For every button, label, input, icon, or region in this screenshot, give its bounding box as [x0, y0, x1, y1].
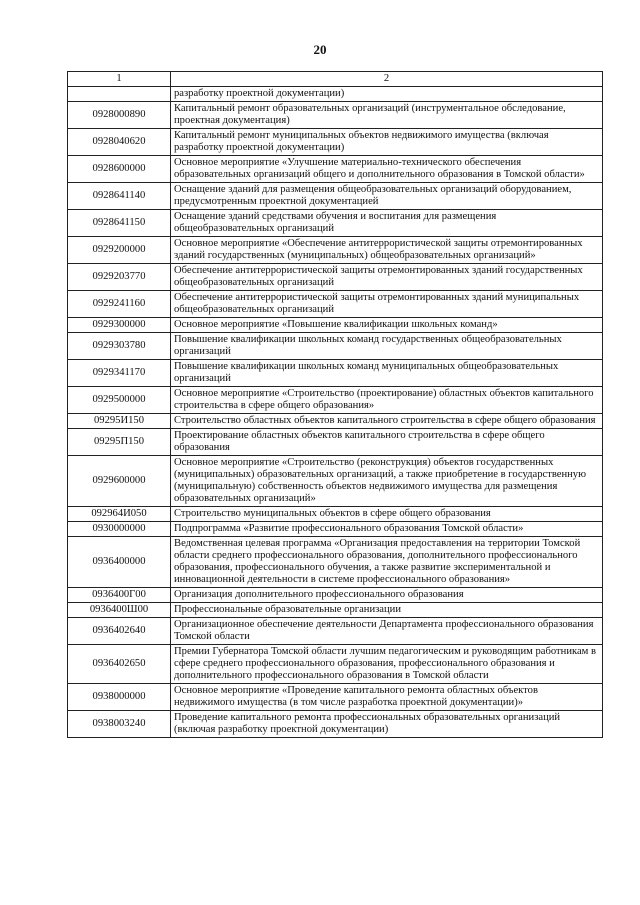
- row-code: 0938003240: [68, 711, 171, 738]
- table-row: [68, 645, 603, 684]
- row-code: 0929203770: [68, 264, 171, 291]
- table-row: [68, 429, 603, 456]
- table-row: [68, 603, 603, 618]
- column-header-2: 2: [171, 72, 603, 87]
- table-row: [68, 618, 603, 645]
- row-code: 0936400000: [68, 537, 171, 588]
- row-description: Подпрограмма «Развитие профессионального образования Томской области»: [171, 522, 603, 537]
- table-header-row: [68, 72, 603, 87]
- row-code: 0928641150: [68, 210, 171, 237]
- row-code: 0938000000: [68, 684, 171, 711]
- row-code: 0930000000: [68, 522, 171, 537]
- table-row: [68, 210, 603, 237]
- row-description: Повышение квалификации школьных команд муниципальных общеобразовательных организаций: [171, 360, 603, 387]
- table-row: [68, 711, 603, 738]
- row-description: Организация дополнительного профессионального образования: [171, 588, 603, 603]
- budget-classification-table: [67, 71, 603, 738]
- table-row: [68, 522, 603, 537]
- row-code: 0929303780: [68, 333, 171, 360]
- row-code: 0928600000: [68, 156, 171, 183]
- row-code: 0929300000: [68, 318, 171, 333]
- row-description: Основное мероприятие «Улучшение материально-технического обеспечения образовательных организаций общего и дополнительного образования в Томской области»: [171, 156, 603, 183]
- row-description: Основное мероприятие «Строительство (проектирование) областных объектов капитального строительства в сфере общего образования»: [171, 387, 603, 414]
- page-number: 20: [313, 42, 327, 57]
- row-description: Строительство областных объектов капитального строительства в сфере общего образования: [171, 414, 603, 429]
- row-description: разработку проектной документации): [171, 87, 603, 102]
- row-description: Профессиональные образовательные организации: [171, 603, 603, 618]
- table-body: [68, 87, 603, 738]
- table-row: [68, 684, 603, 711]
- row-description: Оснащение зданий для размещения общеобразовательных организаций оборудованием, предусмотренным проектной документацией: [171, 183, 603, 210]
- row-description: Основное мероприятие «Повышение квалификации школьных команд»: [171, 318, 603, 333]
- row-description: Проведение капитального ремонта профессиональных образовательных организаций (включая разработку проектной документации): [171, 711, 603, 738]
- row-code: 0929500000: [68, 387, 171, 414]
- row-code: 0929200000: [68, 237, 171, 264]
- table-row: [68, 264, 603, 291]
- table-row: [68, 156, 603, 183]
- row-description: Строительство муниципальных объектов в сфере общего образования: [171, 507, 603, 522]
- row-description: Обеспечение антитеррористической защиты отремонтированных зданий государственных общеобразовательных организаций: [171, 264, 603, 291]
- row-description: Повышение квалификации школьных команд государственных общеобразовательных организаций: [171, 333, 603, 360]
- row-code: 09295П150: [68, 429, 171, 456]
- row-description: Проектирование областных объектов капитального строительства в сфере общего образования: [171, 429, 603, 456]
- table-row: [68, 291, 603, 318]
- table-row: [68, 318, 603, 333]
- row-code: 092964И050: [68, 507, 171, 522]
- table-row: [68, 414, 603, 429]
- row-description: Капитальный ремонт муниципальных объектов недвижимого имущества (включая разработку проектной документации): [171, 129, 603, 156]
- table-row: [68, 456, 603, 507]
- table-row: [68, 333, 603, 360]
- row-code: [68, 87, 171, 102]
- row-description: Обеспечение антитеррористической защиты отремонтированных зданий муниципальных общеобразовательных организаций: [171, 291, 603, 318]
- table-row: [68, 237, 603, 264]
- row-code: 09295И150: [68, 414, 171, 429]
- row-description: Оснащение зданий средствами обучения и воспитания для размещения общеобразовательных организаций: [171, 210, 603, 237]
- row-code: 0929241160: [68, 291, 171, 318]
- row-code: 0928000890: [68, 102, 171, 129]
- table-row: [68, 387, 603, 414]
- row-code: 0936400Г00: [68, 588, 171, 603]
- row-code: 0936402650: [68, 645, 171, 684]
- column-header-1: 1: [68, 72, 171, 87]
- row-description: Премии Губернатора Томской области лучшим педагогическим и руководящим работникам в сфере среднего профессионального образования, профессионального образования и дополнительного профессионального образования в Томской области: [171, 645, 603, 684]
- row-code: 0936402640: [68, 618, 171, 645]
- row-description: Основное мероприятие «Строительство (реконструкция) объектов государственных (муниципальных) образовательных организаций, а также приобретение в государственную (муниципальную) собственность объектов недвижимого имущества для размещения образовательных организаций»: [171, 456, 603, 507]
- row-description: Основное мероприятие «Проведение капитального ремонта областных объектов недвижимого имущества (в том числе разработка проектной документации)»: [171, 684, 603, 711]
- table-row: [68, 129, 603, 156]
- row-code: 0928641140: [68, 183, 171, 210]
- table-row: [68, 102, 603, 129]
- table-row: [68, 183, 603, 210]
- row-code: 0929600000: [68, 456, 171, 507]
- row-description: Организационное обеспечение деятельности Департамента профессионального образования Томской области: [171, 618, 603, 645]
- row-code: 0936400Ш00: [68, 603, 171, 618]
- row-description: Ведомственная целевая программа «Организация предоставления на территории Томской области среднего профессионального образования, дополнительного профессионального образования, профессионального обучения, а также развитие экспериментальной и инновационной деятельности в системе профессионального образования»: [171, 537, 603, 588]
- row-description: Основное мероприятие «Обеспечение антитеррористической защиты отремонтированных зданий государственных (муниципальных) общеобразовательных организаций»: [171, 237, 603, 264]
- row-code: 0929341170: [68, 360, 171, 387]
- row-description: Капитальный ремонт образовательных организаций (инструментальное обследование, проектная документация): [171, 102, 603, 129]
- table-row: [68, 507, 603, 522]
- table-row: [68, 537, 603, 588]
- table-row: [68, 87, 603, 102]
- row-code: 0928040620: [68, 129, 171, 156]
- table-row: [68, 360, 603, 387]
- table-row: [68, 588, 603, 603]
